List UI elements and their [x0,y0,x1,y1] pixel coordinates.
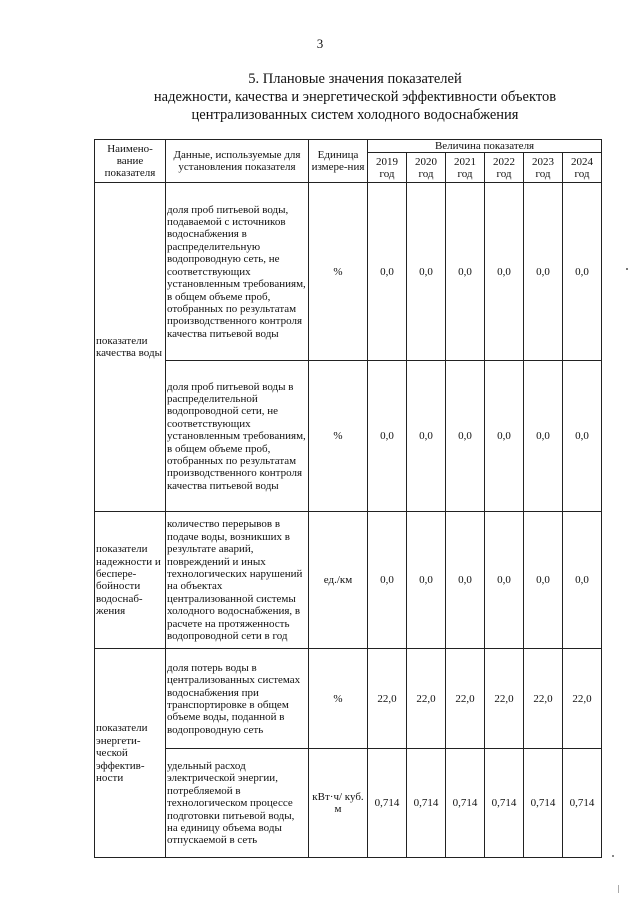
header-value-group: Величина показателя [368,140,602,153]
page-number: 3 [316,36,324,51]
title-line-1: 5. Плановые значения показателей [248,71,462,87]
unit-cell: кВт·ч/ куб. м [309,749,368,858]
scan-speck [626,268,628,270]
value-cell: 22,0 [485,649,524,749]
table-row [95,649,602,749]
year-header: 2021 год [446,153,485,183]
document-title [0,70,640,124]
value-cell: 0,714 [485,749,524,858]
value-cell: 0,714 [368,749,407,858]
value-cell: 22,0 [368,649,407,749]
scan-speck [612,855,614,857]
scan-speck [618,885,619,893]
description-cell: доля проб питьевой воды в распределительной водопроводной сети, не соответствующих установленным требованиям, в общем объеме проб, отобранных по результатам производственного контроля качества питьевой воды [166,361,309,512]
value-cell: 0,0 [563,183,602,361]
header-unit: Единица измере-ния [309,140,368,183]
value-cell: 0,0 [446,512,485,649]
value-cell: 0,0 [368,183,407,361]
table-row [95,183,602,361]
table-row [95,749,602,858]
value-cell: 0,714 [524,749,563,858]
value-cell: 0,0 [524,183,563,361]
category-cell: показатели качества воды [95,183,166,512]
value-cell: 0,0 [563,361,602,512]
table-row [95,512,602,649]
value-cell: 0,0 [524,361,563,512]
value-cell: 22,0 [524,649,563,749]
description-cell: доля потерь воды в централизованных системах водоснабжения при транспортировке в общем объеме воды, поданной в водопроводную сеть [166,649,309,749]
value-cell: 0,0 [485,361,524,512]
value-cell: 0,0 [368,512,407,649]
category-cell: показатели энергети-ческой эффектив-ности [95,649,166,858]
value-cell: 22,0 [563,649,602,749]
value-cell: 0,714 [563,749,602,858]
unit-cell: % [309,361,368,512]
year-header: 2020 год [407,153,446,183]
title-line-3: централизованных систем холодного водоснабжения [191,107,519,123]
value-cell: 0,0 [407,361,446,512]
value-cell: 0,0 [446,183,485,361]
year-header: 2022 год [485,153,524,183]
header-name: Наимено-вание показателя [95,140,166,183]
year-header: 2023 год [524,153,563,183]
value-cell: 0,0 [485,183,524,361]
value-cell: 0,714 [446,749,485,858]
year-header: 2019 год [368,153,407,183]
value-cell: 0,0 [407,183,446,361]
unit-cell: % [309,183,368,361]
header-row-1 [95,140,602,153]
value-cell: 0,0 [485,512,524,649]
value-cell: 0,0 [563,512,602,649]
value-cell: 0,714 [407,749,446,858]
table-row [95,361,602,512]
value-cell: 0,0 [368,361,407,512]
description-cell: доля проб питьевой воды, подаваемой с источников водоснабжения в распределительную водопроводную сеть, не соответствующих установленным требованиям, в общем объеме проб, отобранных по результатам производственного контроля качества питьевой воды [166,183,309,361]
year-header: 2024 год [563,153,602,183]
title-line-2: надежности, качества и энергетической эффективности объектов [153,89,557,105]
category-cell: показатели надежности и беспере-бойности водоснаб-жения [95,512,166,649]
value-cell: 22,0 [446,649,485,749]
indicators-table [94,139,602,858]
unit-cell: % [309,649,368,749]
description-cell: количество перерывов в подаче воды, возникших в результате аварий, повреждений и иных технологических нарушений на объектах централизованной системы холодного водоснабжения, в расчете на протяженность водопроводной сети в год [166,512,309,649]
value-cell: 22,0 [407,649,446,749]
value-cell: 0,0 [446,361,485,512]
value-cell: 0,0 [524,512,563,649]
value-cell: 0,0 [407,512,446,649]
unit-cell: ед./км [309,512,368,649]
header-data: Данные, используемые для установления показателя [166,140,309,183]
description-cell: удельный расход электрической энергии, потребляемой в технологическом процессе подготовки питьевой воды, на единицу объема воды отпускаемой в сеть [166,749,309,858]
